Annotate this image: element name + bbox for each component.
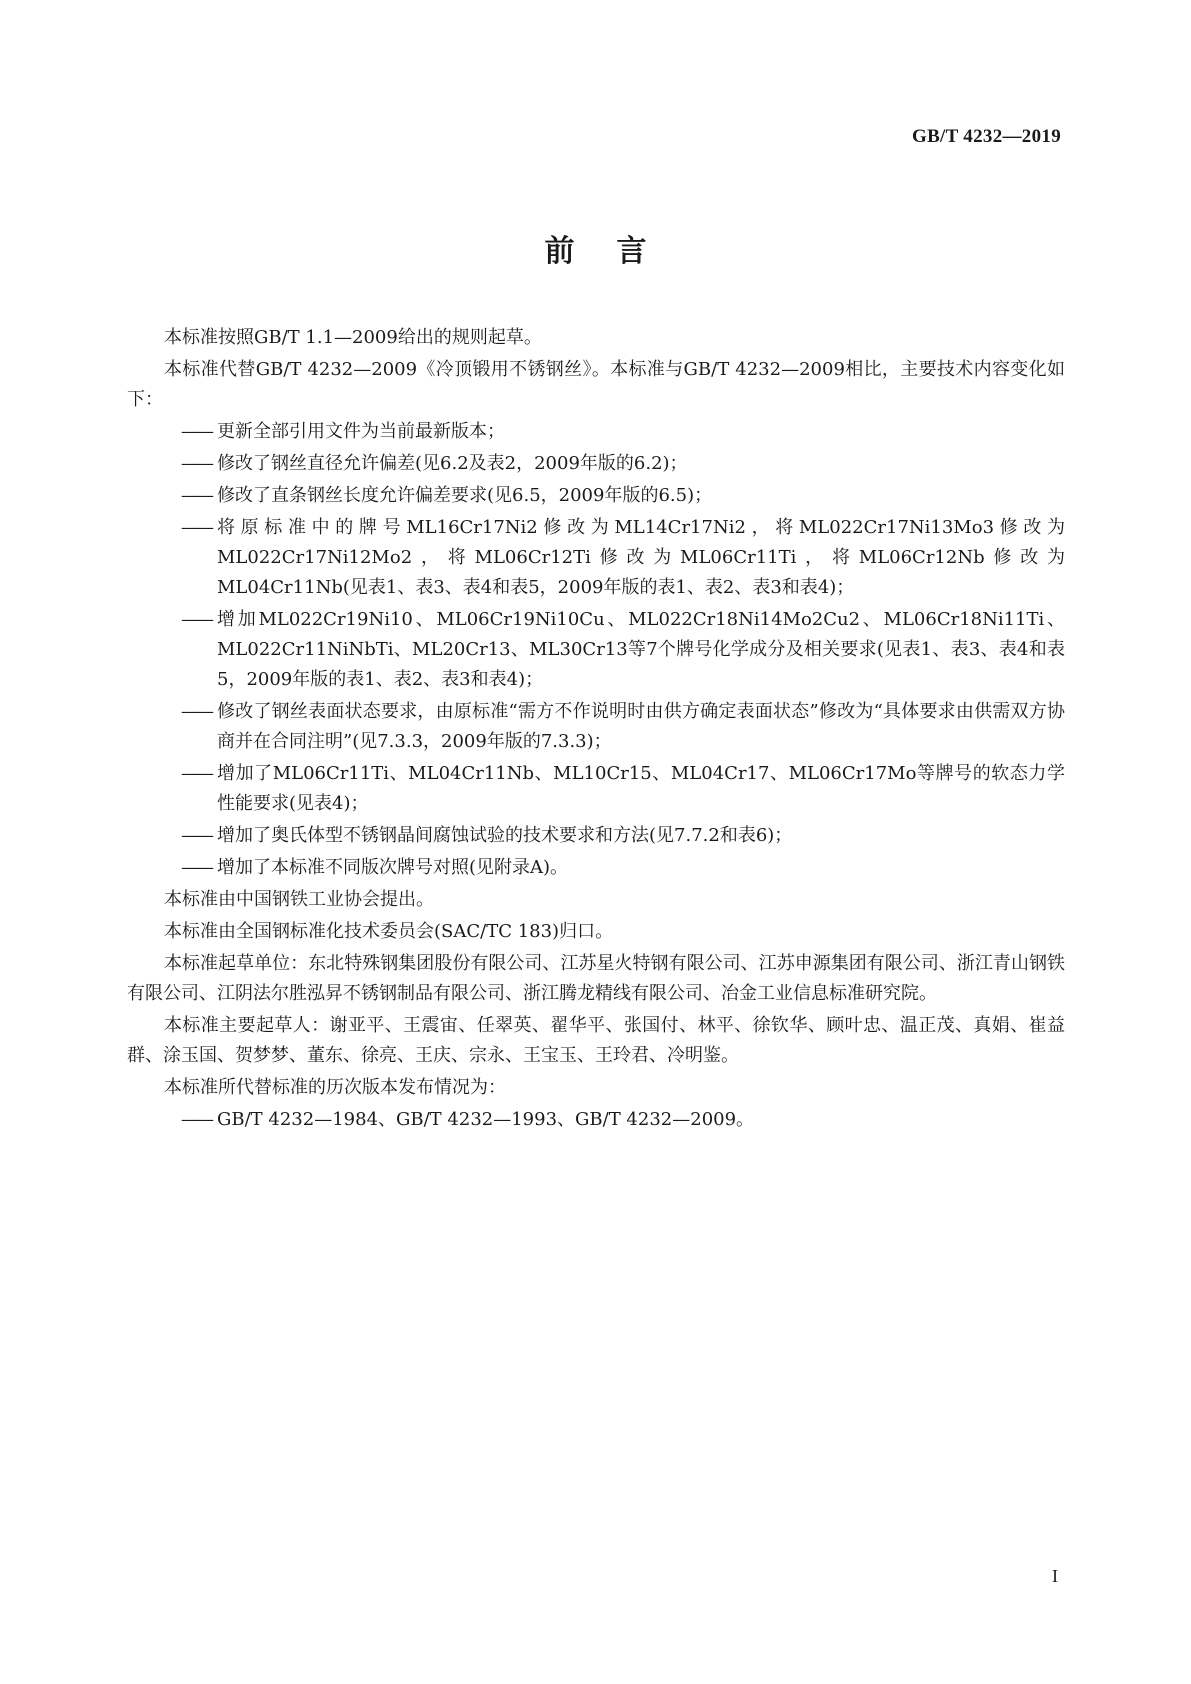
list-item (127, 697, 1065, 757)
history-item (127, 1105, 1065, 1135)
page-number: I (1052, 1566, 1058, 1586)
list-item (127, 513, 1065, 603)
list-item-text: 修改了直条钢丝长度允许偏差要求(见6.5，2009年版的6.5)； (217, 485, 713, 506)
list-item (127, 449, 1065, 479)
list-item-text: 将原标准中的牌号ML16Cr17Ni2修改为ML14Cr17Ni2，将ML022Cr17Ni13Mo3修改为ML022Cr17Ni12Mo2，将ML06Cr12Ti修改为ML06Cr11Ti，将ML06Cr12Nb修改为ML04Cr11Nb(见表1、表3、表4和表5，2009年版的表1、表2、表3和表4)； (217, 517, 1065, 598)
dash-marker: —— (181, 701, 211, 722)
paragraph-drafters: 本标准主要起草人：谢亚平、王震宙、任翠英、翟华平、张国付、林平、徐钦华、顾叶忠、温正茂、真娟、崔益群、涂玉国、贺梦梦、董东、徐亮、王庆、宗永、王宝玉、王玲君、冷明鉴。 (127, 1015, 1065, 1066)
list-item (127, 853, 1065, 883)
paragraph-committee: 本标准由全国钢标准化技术委员会(SAC/TC 183)归口。 (164, 921, 614, 942)
document-body (127, 323, 1065, 1137)
list-item (127, 417, 1065, 447)
dash-marker: —— (181, 763, 211, 784)
page-title: 前言 (544, 234, 689, 269)
dash-marker: —— (181, 485, 211, 506)
dash-marker: —— (181, 609, 211, 630)
dash-marker: —— (181, 517, 211, 538)
dash-marker: —— (181, 453, 211, 474)
dash-marker: —— (181, 825, 211, 846)
dash-marker: —— (181, 421, 211, 442)
paragraph-drafting-rules: 本标准按照GB/T 1.1—2009给出的规则起草。 (164, 327, 542, 348)
dash-marker: —— (181, 857, 211, 878)
history-item-text: GB/T 4232—1984、GB/T 4232—1993、GB/T 4232—2009。 (217, 1109, 755, 1130)
paragraph-proposer: 本标准由中国钢铁工业协会提出。 (164, 889, 434, 910)
list-item-text: 增加了ML06Cr11Ti、ML04Cr11Nb、ML10Cr15、ML04Cr17、ML06Cr17Mo等牌号的软态力学性能要求(见表4)； (217, 763, 1065, 814)
paragraph-drafting-units: 本标准起草单位：东北特殊钢集团股份有限公司、江苏星火特钢有限公司、江苏申源集团有限公司、浙江青山钢铁有限公司、江阴法尔胜泓昇不锈钢制品有限公司、浙江腾龙精线有限公司、冶金工业信息标准研究院。 (127, 953, 1065, 1004)
list-item (127, 605, 1065, 695)
list-item-text: 修改了钢丝表面状态要求，由原标准“需方不作说明时由供方确定表面状态”修改为“具体要求由供需双方协商并在合同注明”(见7.3.3，2009年版的7.3.3)； (217, 701, 1065, 752)
list-item-text: 增加了本标准不同版次牌号对照(见附录A)。 (217, 857, 569, 878)
dash-marker: —— (181, 1109, 211, 1130)
list-item (127, 821, 1065, 851)
list-item-text: 修改了钢丝直径允许偏差(见6.2及表2，2009年版的6.2)； (217, 453, 688, 474)
paragraph-history-intro: 本标准所代替标准的历次版本发布情况为： (164, 1077, 506, 1098)
list-item-text: 更新全部引用文件为当前最新版本； (217, 421, 505, 442)
paragraph-replacement: 本标准代替GB/T 4232—2009《冷顶锻用不锈钢丝》。本标准与GB/T 4232—2009相比，主要技术内容变化如下： (127, 359, 1065, 410)
list-item-text: 增加ML022Cr19Ni10、ML06Cr19Ni10Cu、ML022Cr18Ni14Mo2Cu2、ML06Cr18Ni11Ti、ML022Cr11NiNbTi、ML20Cr13、ML30Cr13等7个牌号化学成分及相关要求(见表1、表3、表4和表5，2009年版的表1、表2、表3和表4)； (217, 609, 1065, 690)
list-item (127, 759, 1065, 819)
standard-number: GB/T 4232—2019 (911, 126, 1061, 147)
list-item (127, 481, 1065, 511)
list-item-text: 增加了奥氏体型不锈钢晶间腐蚀试验的技术要求和方法(见7.7.2和表6)； (217, 825, 793, 846)
